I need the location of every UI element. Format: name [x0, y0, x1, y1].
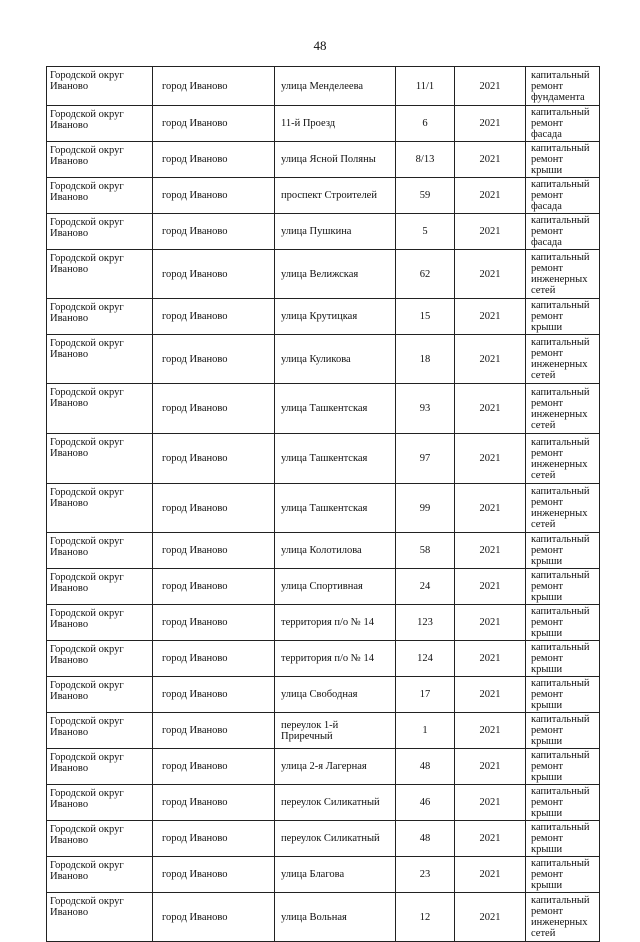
table-row — [47, 335, 600, 384]
table-row — [47, 641, 600, 677]
work-type-cell: капитальный ремонт крыши — [526, 677, 600, 713]
city-cell: город Иваново — [153, 67, 275, 106]
work-type-cell: капитальный ремонт фасада — [526, 214, 600, 250]
street-cell: 11-й Проезд — [275, 106, 396, 142]
table-row — [47, 785, 600, 821]
year-cell: 2021 — [455, 605, 526, 641]
work-type-cell: капитальный ремонт инженерных сетей — [526, 484, 600, 533]
work-type-cell: капитальный ремонт фундамента — [526, 67, 600, 106]
work-type-cell: капитальный ремонт инженерных сетей — [526, 384, 600, 434]
district-cell: Городской округ Иваново — [47, 67, 153, 106]
street-cell: улица Ясной Поляны — [275, 142, 396, 178]
year-cell: 2021 — [455, 106, 526, 142]
street-cell: улица Ташкентская — [275, 434, 396, 484]
year-cell: 2021 — [455, 749, 526, 785]
house-number-cell: 97 — [396, 434, 455, 484]
work-type-cell: капитальный ремонт крыши — [526, 569, 600, 605]
year-cell: 2021 — [455, 893, 526, 942]
repair-register-table — [46, 66, 600, 942]
city-cell: город Иваново — [153, 250, 275, 299]
city-cell: город Иваново — [153, 335, 275, 384]
street-cell: территория п/о № 14 — [275, 641, 396, 677]
district-cell: Городской округ Иваново — [47, 178, 153, 214]
work-type-cell: капитальный ремонт крыши — [526, 749, 600, 785]
street-cell: улица Крутицкая — [275, 299, 396, 335]
house-number-cell: 8/13 — [396, 142, 455, 178]
work-type-cell: капитальный ремонт крыши — [526, 299, 600, 335]
city-cell: город Иваново — [153, 713, 275, 749]
city-cell: город Иваново — [153, 178, 275, 214]
district-cell: Городской округ Иваново — [47, 713, 153, 749]
table-row — [47, 484, 600, 533]
street-cell: улица Ташкентская — [275, 384, 396, 434]
house-number-cell: 46 — [396, 785, 455, 821]
year-cell: 2021 — [455, 569, 526, 605]
street-cell: улица Ташкентская — [275, 484, 396, 533]
table-row — [47, 569, 600, 605]
page-number: 48 — [313, 38, 327, 53]
house-number-cell: 11/1 — [396, 67, 455, 106]
table-body — [47, 67, 600, 942]
work-type-cell: капитальный ремонт крыши — [526, 821, 600, 857]
district-cell: Городской округ Иваново — [47, 533, 153, 569]
city-cell: город Иваново — [153, 569, 275, 605]
house-number-cell: 1 — [396, 713, 455, 749]
street-cell: улица Свободная — [275, 677, 396, 713]
house-number-cell: 5 — [396, 214, 455, 250]
table-row — [47, 893, 600, 942]
work-type-cell: капитальный ремонт крыши — [526, 857, 600, 893]
house-number-cell: 58 — [396, 533, 455, 569]
table-row — [47, 299, 600, 335]
district-cell: Городской округ Иваново — [47, 785, 153, 821]
street-cell: улица 2-я Лагерная — [275, 749, 396, 785]
district-cell: Городской округ Иваново — [47, 605, 153, 641]
table-row — [47, 605, 600, 641]
street-cell: улица Вольная — [275, 893, 396, 942]
district-cell: Городской округ Иваново — [47, 821, 153, 857]
year-cell: 2021 — [455, 178, 526, 214]
table-row — [47, 857, 600, 893]
district-cell: Городской округ Иваново — [47, 106, 153, 142]
table-row — [47, 384, 600, 434]
city-cell: город Иваново — [153, 641, 275, 677]
city-cell: город Иваново — [153, 749, 275, 785]
district-cell: Городской округ Иваново — [47, 677, 153, 713]
year-cell: 2021 — [455, 335, 526, 384]
street-cell: улица Пушкина — [275, 214, 396, 250]
table-row — [47, 106, 600, 142]
house-number-cell: 23 — [396, 857, 455, 893]
year-cell: 2021 — [455, 214, 526, 250]
street-cell: проспект Строителей — [275, 178, 396, 214]
table-row — [47, 713, 600, 749]
year-cell: 2021 — [455, 67, 526, 106]
city-cell: город Иваново — [153, 605, 275, 641]
street-cell: улица Колотилова — [275, 533, 396, 569]
city-cell: город Иваново — [153, 677, 275, 713]
city-cell: город Иваново — [153, 821, 275, 857]
table-row — [47, 250, 600, 299]
work-type-cell: капитальный ремонт крыши — [526, 142, 600, 178]
city-cell: город Иваново — [153, 299, 275, 335]
district-cell: Городской округ Иваново — [47, 250, 153, 299]
year-cell: 2021 — [455, 857, 526, 893]
district-cell: Городской округ Иваново — [47, 434, 153, 484]
district-cell: Городской округ Иваново — [47, 142, 153, 178]
street-cell: территория п/о № 14 — [275, 605, 396, 641]
district-cell: Городской округ Иваново — [47, 893, 153, 942]
district-cell: Городской округ Иваново — [47, 569, 153, 605]
house-number-cell: 48 — [396, 821, 455, 857]
year-cell: 2021 — [455, 677, 526, 713]
city-cell: город Иваново — [153, 533, 275, 569]
city-cell: город Иваново — [153, 434, 275, 484]
work-type-cell: капитальный ремонт фасада — [526, 106, 600, 142]
house-number-cell: 59 — [396, 178, 455, 214]
work-type-cell: капитальный ремонт инженерных сетей — [526, 250, 600, 299]
table-row — [47, 178, 600, 214]
house-number-cell: 124 — [396, 641, 455, 677]
year-cell: 2021 — [455, 299, 526, 335]
table-row — [47, 821, 600, 857]
city-cell: город Иваново — [153, 384, 275, 434]
table-row — [47, 214, 600, 250]
district-cell: Городской округ Иваново — [47, 299, 153, 335]
year-cell: 2021 — [455, 713, 526, 749]
street-cell: переулок Силикатный — [275, 785, 396, 821]
year-cell: 2021 — [455, 785, 526, 821]
work-type-cell: капитальный ремонт фасада — [526, 178, 600, 214]
house-number-cell: 15 — [396, 299, 455, 335]
house-number-cell: 123 — [396, 605, 455, 641]
district-cell: Городской округ Иваново — [47, 484, 153, 533]
city-cell: город Иваново — [153, 785, 275, 821]
year-cell: 2021 — [455, 821, 526, 857]
street-cell: улица Благова — [275, 857, 396, 893]
year-cell: 2021 — [455, 641, 526, 677]
work-type-cell: капитальный ремонт инженерных сетей — [526, 893, 600, 942]
work-type-cell: капитальный ремонт крыши — [526, 785, 600, 821]
city-cell: город Иваново — [153, 106, 275, 142]
city-cell: город Иваново — [153, 142, 275, 178]
table-row — [47, 434, 600, 484]
house-number-cell: 12 — [396, 893, 455, 942]
year-cell: 2021 — [455, 250, 526, 299]
street-cell: переулок 1-й Приречный — [275, 713, 396, 749]
house-number-cell: 24 — [396, 569, 455, 605]
work-type-cell: капитальный ремонт инженерных сетей — [526, 335, 600, 384]
district-cell: Городской округ Иваново — [47, 384, 153, 434]
year-cell: 2021 — [455, 484, 526, 533]
table-row — [47, 677, 600, 713]
district-cell: Городской округ Иваново — [47, 641, 153, 677]
house-number-cell: 18 — [396, 335, 455, 384]
street-cell: переулок Силикатный — [275, 821, 396, 857]
street-cell: улица Менделеева — [275, 67, 396, 106]
table-row — [47, 67, 600, 106]
work-type-cell: капитальный ремонт крыши — [526, 641, 600, 677]
street-cell: улица Велижская — [275, 250, 396, 299]
street-cell: улица Куликова — [275, 335, 396, 384]
district-cell: Городской округ Иваново — [47, 214, 153, 250]
city-cell: город Иваново — [153, 214, 275, 250]
house-number-cell: 6 — [396, 106, 455, 142]
city-cell: город Иваново — [153, 857, 275, 893]
city-cell: город Иваново — [153, 484, 275, 533]
table-row — [47, 142, 600, 178]
house-number-cell: 99 — [396, 484, 455, 533]
work-type-cell: капитальный ремонт инженерных сетей — [526, 434, 600, 484]
city-cell: город Иваново — [153, 893, 275, 942]
table-row — [47, 749, 600, 785]
work-type-cell: капитальный ремонт крыши — [526, 605, 600, 641]
year-cell: 2021 — [455, 384, 526, 434]
house-number-cell: 17 — [396, 677, 455, 713]
work-type-cell: капитальный ремонт крыши — [526, 713, 600, 749]
year-cell: 2021 — [455, 142, 526, 178]
district-cell: Городской округ Иваново — [47, 749, 153, 785]
work-type-cell: капитальный ремонт крыши — [526, 533, 600, 569]
street-cell: улица Спортивная — [275, 569, 396, 605]
year-cell: 2021 — [455, 434, 526, 484]
house-number-cell: 93 — [396, 384, 455, 434]
district-cell: Городской округ Иваново — [47, 857, 153, 893]
table-row — [47, 533, 600, 569]
district-cell: Городской округ Иваново — [47, 335, 153, 384]
house-number-cell: 48 — [396, 749, 455, 785]
house-number-cell: 62 — [396, 250, 455, 299]
year-cell: 2021 — [455, 533, 526, 569]
